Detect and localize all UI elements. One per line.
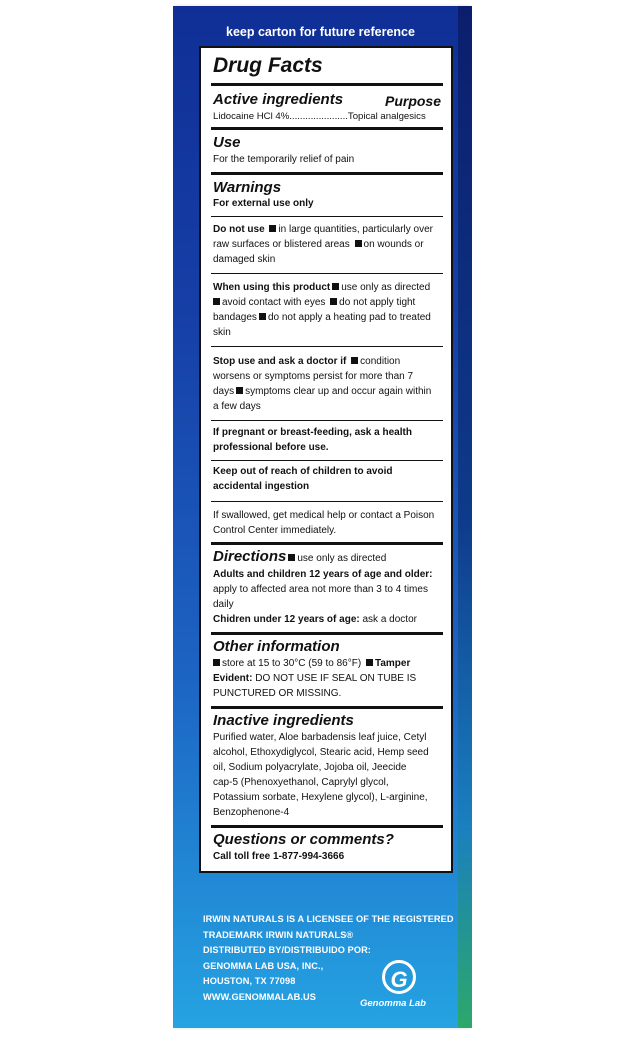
active-ingredients-heading: Active ingredients <box>213 91 344 108</box>
use-heading: Use <box>213 134 241 151</box>
bullet-square-icon <box>355 240 362 247</box>
pregnant-line-2: professional before use. <box>213 442 329 453</box>
keep-out-line-2: accidental ingestion <box>213 481 310 492</box>
directions-line-3: apply to affected area not more than 3 to 4 times <box>213 584 428 595</box>
rule <box>211 542 443 545</box>
distributor-line-3: HOUSTON, TX 77098 <box>203 976 296 986</box>
bullet-square-icon <box>288 554 295 561</box>
bullet-square-icon <box>330 298 337 305</box>
rule <box>211 83 443 86</box>
inactive-line-5: Potassium sorbate, Hexylene glycol), L-arginine, <box>213 792 428 803</box>
do-not-use-line-3: damaged skin <box>213 254 276 265</box>
rule <box>211 420 443 421</box>
rule <box>211 216 443 217</box>
do-not-use-line-2: raw surfaces or blistered areas on wounds or <box>213 239 424 250</box>
other-line-2: Evident: DO NOT USE IF SEAL ON TUBE IS <box>213 673 417 684</box>
bullet-square-icon <box>213 298 220 305</box>
active-ingredient-line: Lidocaine HCl 4%......................Topical analgesics <box>213 111 426 122</box>
directions-line-5: Chidren under 12 years of age: ask a doctor <box>213 614 417 625</box>
do-not-use-line-1: Do not use in large quantities, particularly over <box>213 224 433 235</box>
other-information-heading: Other information <box>213 638 340 655</box>
bullet-square-icon <box>236 387 243 394</box>
keep-carton-notice: keep carton for future reference <box>226 25 415 39</box>
rule <box>211 460 443 461</box>
bullet-square-icon <box>366 659 373 666</box>
bullet-square-icon <box>213 659 220 666</box>
licensee-line-1: IRWIN NATURALS IS A LICENSEE OF THE REGISTERED <box>203 914 454 924</box>
inactive-line-2: alcohol, Ethoxydiglycol, Stearic acid, Hemp seed <box>213 747 429 758</box>
questions-heading: Questions or comments? <box>213 831 394 848</box>
logo-name: Genomma Lab <box>360 998 426 1009</box>
when-using-line-4: skin <box>213 327 231 338</box>
stop-use-line-4: a few days <box>213 401 261 412</box>
rule <box>211 825 443 828</box>
bullet-square-icon <box>259 313 266 320</box>
bullet-square-icon <box>351 357 358 364</box>
swallowed-line-2: Control Center immediately. <box>213 525 337 536</box>
drug-facts-title: Drug Facts <box>213 54 323 77</box>
stop-use-line-2: worsens or symptoms persist for more than 7 <box>213 371 414 382</box>
drug-facts-panel <box>199 46 453 873</box>
when-using-line-3: bandages do not apply a heating pad to treated <box>213 312 431 323</box>
genomma-g-icon: G <box>382 960 416 994</box>
rule <box>211 172 443 175</box>
warnings-heading: Warnings <box>213 179 282 196</box>
keep-out-line-1: Keep out of reach of children to avoid <box>213 466 393 477</box>
licensee-line-2: TRADEMARK IRWIN NATURALS® <box>203 929 354 940</box>
inactive-line-4: cap-5 (Phenoxyethanol, Caprylyl glycol, <box>213 777 389 788</box>
website-line: WWW.GENOMMALAB.US <box>203 991 316 1002</box>
inactive-line-6: Benzophenone-4 <box>213 807 290 818</box>
carton-side-edge <box>458 6 472 1028</box>
rule <box>211 706 443 709</box>
pregnant-line-1: If pregnant or breast-feeding, ask a health <box>213 427 412 438</box>
when-using-line-1: When using this product use only as directed <box>213 282 431 293</box>
stop-use-line-1: Stop use and ask a doctor if condition <box>213 356 401 367</box>
bullet-square-icon <box>332 283 339 290</box>
other-line-3: PUNCTURED OR MISSING. <box>213 688 342 699</box>
inactive-line-3: oil, Sodium polyacrylate, Jojoba oil, Jeecide <box>213 762 407 773</box>
purpose-heading: Purpose <box>384 93 441 109</box>
genomma-lab-logo <box>360 958 450 1018</box>
directions-line-2: Adults and children 12 years of age and older: <box>213 569 433 580</box>
toll-free-line: Call toll free 1-877-994-3666 <box>213 851 345 862</box>
rule <box>211 127 443 130</box>
stop-use-line-3: days symptoms clear up and occur again within <box>213 386 432 397</box>
rule <box>211 501 443 502</box>
inactive-ingredients-heading: Inactive ingredients <box>213 712 354 729</box>
inactive-line-1: Purified water, Aloe barbadensis leaf juice, Cetyl <box>213 732 427 743</box>
directions-line-4: daily <box>213 599 234 610</box>
distributor-line-2: GENOMMA LAB USA, INC., <box>203 960 324 971</box>
other-line-1: store at 15 to 30°C (59 to 86°F) Tamper <box>213 656 448 671</box>
use-text: For the temporarily relief of pain <box>213 154 355 165</box>
bullet-square-icon <box>269 225 276 232</box>
directions-line-1: Directions use only as directed <box>213 548 387 565</box>
when-using-line-2: avoid contact with eyes do not apply tight <box>213 295 448 310</box>
rule <box>211 346 443 347</box>
rule <box>211 273 443 274</box>
external-use-text: For external use only <box>213 198 314 209</box>
swallowed-line-1: If swallowed, get medical help or contact a Poison <box>213 510 435 521</box>
distributor-line-1: DISTRIBUTED BY/DISTRIBUIDO POR: <box>203 945 371 955</box>
rule <box>211 632 443 635</box>
